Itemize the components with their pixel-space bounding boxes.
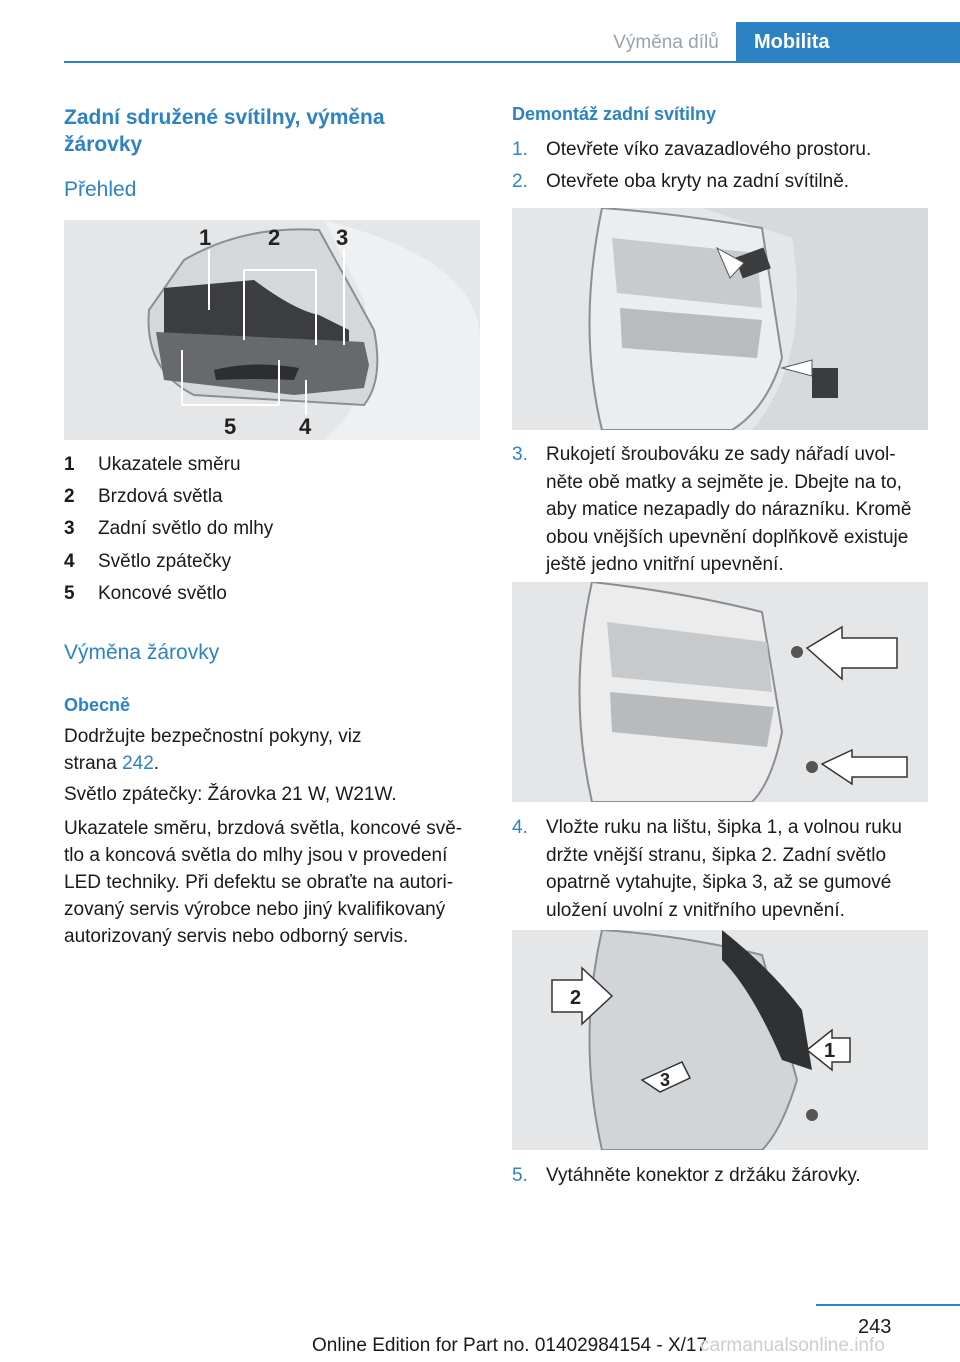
step-text: Otevřete oba kryty na zadní svítilně. xyxy=(546,170,850,192)
step-number: 1. xyxy=(512,139,528,160)
step-item xyxy=(512,136,932,164)
safety-paragraph xyxy=(64,723,384,777)
header-section-label: Výměna dílů xyxy=(613,32,719,53)
step-number: 5. xyxy=(512,1165,528,1186)
step-number: 2. xyxy=(512,170,528,192)
legend-number: 1 xyxy=(64,454,75,475)
replace-heading: Výměna žárovky xyxy=(64,641,220,664)
header-rule xyxy=(64,61,960,63)
overview-heading: Přehled xyxy=(64,178,137,201)
page-number: 243 xyxy=(858,1316,892,1338)
tail-light-overview-image xyxy=(64,220,480,440)
callout-3: 3 xyxy=(336,225,349,250)
bulb-spec: Světlo zpátečky: Žárovka 21 W, W21W. xyxy=(64,784,397,805)
header-chapter-tab: Mobilita xyxy=(736,22,960,62)
page-link[interactable]: 242 xyxy=(122,753,154,774)
callout-1: 1 xyxy=(199,225,212,250)
step-item xyxy=(512,168,932,196)
step2-image xyxy=(512,208,928,430)
legend-label: Brzdová světla xyxy=(98,486,223,508)
legend-number: 3 xyxy=(64,518,75,540)
legend-number: 2 xyxy=(64,486,75,508)
step-item xyxy=(512,441,932,579)
section-title: Zadní sdružené svítilny, výměna žárovky xyxy=(64,106,385,156)
footer-rule xyxy=(816,1304,960,1306)
step-item xyxy=(512,814,932,924)
callout-4: 4 xyxy=(299,414,312,439)
step-number: 4. xyxy=(512,817,528,838)
legend-item xyxy=(64,547,484,579)
step-item xyxy=(512,1162,932,1190)
legend-label: Světlo zpátečky xyxy=(98,550,232,572)
edition-line: Online Edition for Part no. 01402984154 - X/17 xyxy=(312,1335,708,1356)
step4-arrow-label-2: 2 xyxy=(570,987,582,1009)
step4-arrow-label-3: 3 xyxy=(660,1070,671,1090)
safety-period: . xyxy=(153,753,160,774)
safety-text: Dodržujte bezpečnostní pokyny, viz strana xyxy=(64,726,362,774)
step-text: Rukojetí šroubováku ze sady nářadí uvol‐ něte obě matky a sejměte je. Dbejte na to, aby matice nezapadly do nárazníku. Kromě obou vnějších upevnění doplňkově existuje ještě jedno vnitřní upevnění. xyxy=(546,444,912,575)
watermark: carmanualsonline.info xyxy=(700,1335,885,1356)
callout-2: 2 xyxy=(268,225,281,250)
legend-item xyxy=(64,514,484,546)
step-list-d xyxy=(512,1162,932,1190)
step4-image xyxy=(512,930,928,1150)
legend-item xyxy=(64,482,484,514)
step-text: Vytáhněte konektor z držáku žárovky. xyxy=(546,1165,861,1186)
legend-number: 4 xyxy=(64,550,75,572)
general-heading: Obecně xyxy=(64,695,131,715)
step-list-c xyxy=(512,814,932,924)
step-number: 3. xyxy=(512,444,528,465)
parts-legend xyxy=(64,450,484,611)
step-list-b xyxy=(512,441,932,579)
legend-label: Zadní světlo do mlhy xyxy=(98,518,274,540)
step3-image xyxy=(512,582,928,802)
step4-arrow-label-1: 1 xyxy=(824,1040,836,1062)
legend-number: 5 xyxy=(64,582,75,604)
legend-item xyxy=(64,579,484,611)
legend-item xyxy=(64,450,484,482)
step-text: Vložte ruku na lištu, šipka 1, a volnou ruku držte vnější stranu, šipka 2. Zadní světlo opatrně vytahujte, šipka 3, až se gumové uložení uvolní z vnitřního upevnění. xyxy=(546,817,902,921)
led-info-paragraph: Ukazatele směru, brzdová světla, koncové svě‐ tlo a koncová světla do mlhy jsou v provedení LED techniky. Při defektu se obraťte na autori‐ zovaný servis výrobce nebo jiný kvalifikovaný autorizovaný servis nebo odborný servis. xyxy=(64,818,463,947)
step-text: Otevřete víko zavazadlového prostoru. xyxy=(546,139,872,160)
step-list-a xyxy=(512,136,932,195)
callout-5: 5 xyxy=(224,414,237,439)
legend-label: Ukazatele směru xyxy=(98,454,241,475)
legend-label: Koncové světlo xyxy=(98,582,227,604)
removal-heading: Demontáž zadní svítilny xyxy=(512,104,717,124)
